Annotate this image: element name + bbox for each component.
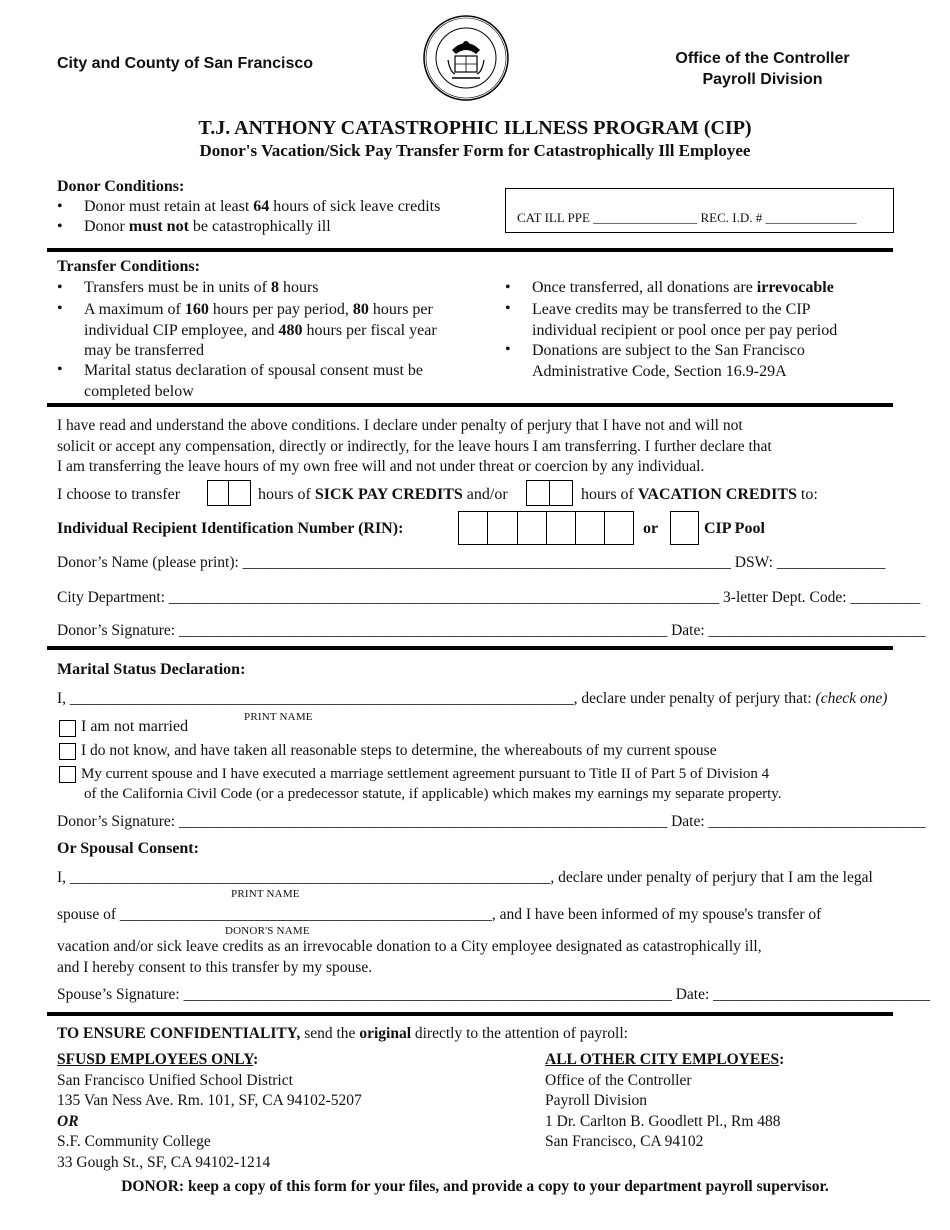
header-org-name: City and County of San Francisco [57, 55, 314, 72]
marital-signature-field[interactable]: Donor’s Signature: _______________________________________________________________ Date: ____________________________ [57, 813, 926, 830]
bullet-icon: • [505, 279, 511, 296]
bullet-icon: • [57, 198, 63, 215]
spousal-consent-text: vacation and/or sick leave credits as an irrevocable donation to a City employee designated as catastrophically ill, and I hereby consent to this transfer by my spouse. [57, 938, 762, 976]
transfer-condition-3: Marital status declaration of spousal consent must be completed below [84, 362, 424, 400]
transfer-condition-2: A maximum of 160 hours per pay period, 80 hours per individual CIP employee, and 480 hours per fiscal year may be transferred [84, 301, 437, 359]
bullet-icon: • [505, 341, 511, 358]
not-married-label: I am not married [81, 718, 189, 735]
spousal-heading: Or Spousal Consent: [57, 840, 199, 857]
box-divider [575, 512, 576, 544]
city-seal-icon [422, 14, 510, 102]
form-title: T.J. ANTHONY CATASTROPHIC ILLNESS PROGRAM (CIP) [198, 117, 752, 139]
header-office [640, 48, 885, 90]
transfer-condition-1: Transfers must be in units of 8 hours [84, 279, 319, 296]
confidentiality-note: TO ENSURE CONFIDENTIALITY, send the original directly to the attention of payroll: [57, 1025, 628, 1042]
marital-print-name-field[interactable]: I, _________________________________________________________________, declare under penalty of perjury that: (check one) [57, 690, 888, 707]
marital-heading: Marital Status Declaration: [57, 661, 246, 678]
rin-label: Individual Recipient Identification Number (RIN): [57, 520, 404, 537]
office-use-fields: CAT ILL PPE ________________ REC. I.D. # ______________ [517, 210, 857, 225]
box-divider [604, 512, 605, 544]
donor-condition-1: Donor must retain at least 64 hours of sick leave credits [84, 198, 441, 215]
settlement-agreement-checkbox[interactable] [59, 766, 76, 783]
transfer-condition-6: Donations are subject to the San Francisco Administrative Code, Section 16.9-29A [532, 342, 805, 380]
spouse-of-field[interactable]: spouse of ________________________________________________, and I have been informed of my spouse's transfer of [57, 906, 822, 923]
cip-pool-checkbox[interactable] [670, 511, 699, 545]
declaration-text: I have read and understand the above conditions. I declare under penalty of perjury that I have not and will not solicit or accept any compensation, directly or indirectly, for the leave hours I am transferring. I further declare that I am transferring the leave hours of my own free will and not under threat or coercion by any individual. [57, 417, 772, 475]
section-divider [47, 248, 893, 252]
donor-name-field[interactable]: Donor’s Name (please print): _______________________________________________________________ DSW: ______________ [57, 554, 886, 571]
box-divider [228, 481, 229, 505]
bullet-icon: • [57, 300, 63, 317]
box-divider [487, 512, 488, 544]
print-name-caption: PRINT NAME [231, 888, 300, 900]
section-divider [47, 1012, 893, 1016]
box-divider [517, 512, 518, 544]
donor-name-caption: DONOR'S NAME [225, 925, 310, 937]
bullet-icon: • [505, 300, 511, 317]
donor-copy-note: DONOR: keep a copy of this form for your files, and provide a copy to your department payroll supervisor. [121, 1178, 829, 1195]
vacation-hours-input[interactable] [526, 480, 573, 506]
sick-hours-input[interactable] [207, 480, 251, 506]
donor-condition-2: Donor must not be catastrophically ill [84, 218, 331, 235]
donor-conditions-heading: Donor Conditions: [57, 178, 185, 195]
header-office-name: Office of the Controller [675, 50, 850, 67]
box-divider [546, 512, 547, 544]
form-subtitle: Donor's Vacation/Sick Pay Transfer Form for Catastrophically Ill Employee [199, 141, 751, 160]
sfusd-address: SFUSD EMPLOYEES ONLY: San Francisco Unified School District 135 Van Ness Ave. Rm. 101, SF, CA 94102-5207 OR S.F. Community College 33 Gough St., SF, CA 94102-1214 [57, 1051, 362, 1171]
box-divider [549, 481, 550, 505]
choose-transfer-label: I choose to transfer [57, 486, 181, 503]
settlement-agreement-label: My current spouse and I have executed a marriage settlement agreement pursuant to Title II of Part 5 of Division 4 of the California Civil Code (or a predecessor statute, if applicable) which makes my earnings my separate property. [81, 766, 782, 802]
header-division-name: Payroll Division [702, 71, 823, 88]
unknown-whereabouts-checkbox[interactable] [59, 743, 76, 760]
section-divider [47, 403, 893, 407]
spousal-print-name-field[interactable]: I, ______________________________________________________________, declare under penalty of perjury that I am the legal [57, 869, 873, 886]
sick-pay-label: hours of SICK PAY CREDITS and/or [258, 486, 508, 503]
city-department-field[interactable]: City Department: _______________________________________________________________________ 3-letter Dept. Code: _________ [57, 589, 921, 606]
bullet-icon: • [57, 218, 63, 235]
print-name-caption: PRINT NAME [244, 711, 313, 723]
donor-signature-field[interactable]: Donor’s Signature: _______________________________________________________________ Date: ____________________________ [57, 622, 926, 639]
bullet-icon: • [57, 279, 63, 296]
office-use-box [505, 188, 894, 233]
cip-pool-label: CIP Pool [704, 520, 765, 537]
transfer-condition-5: Leave credits may be transferred to the CIP individual recipient or pool once per pay period [532, 301, 838, 339]
not-married-checkbox[interactable] [59, 720, 76, 737]
section-divider [47, 646, 893, 650]
spouse-signature-field[interactable]: Spouse’s Signature: _______________________________________________________________ Date: ____________________________ [57, 986, 931, 1003]
transfer-conditions-heading: Transfer Conditions: [57, 258, 200, 275]
rin-input[interactable] [458, 511, 634, 545]
vacation-label: hours of VACATION CREDITS to: [581, 486, 818, 503]
unknown-whereabouts-label: I do not know, and have taken all reasonable steps to determine, the whereabouts of my current spouse [81, 742, 717, 759]
city-employees-address: ALL OTHER CITY EMPLOYEES: Office of the Controller Payroll Division 1 Dr. Carlton B. Goodlett Pl., Rm 488 San Francisco, CA 94102 [545, 1051, 785, 1150]
or-label: or [643, 520, 659, 537]
bullet-icon: • [57, 361, 63, 378]
transfer-condition-4: Once transferred, all donations are irrevocable [532, 279, 834, 296]
